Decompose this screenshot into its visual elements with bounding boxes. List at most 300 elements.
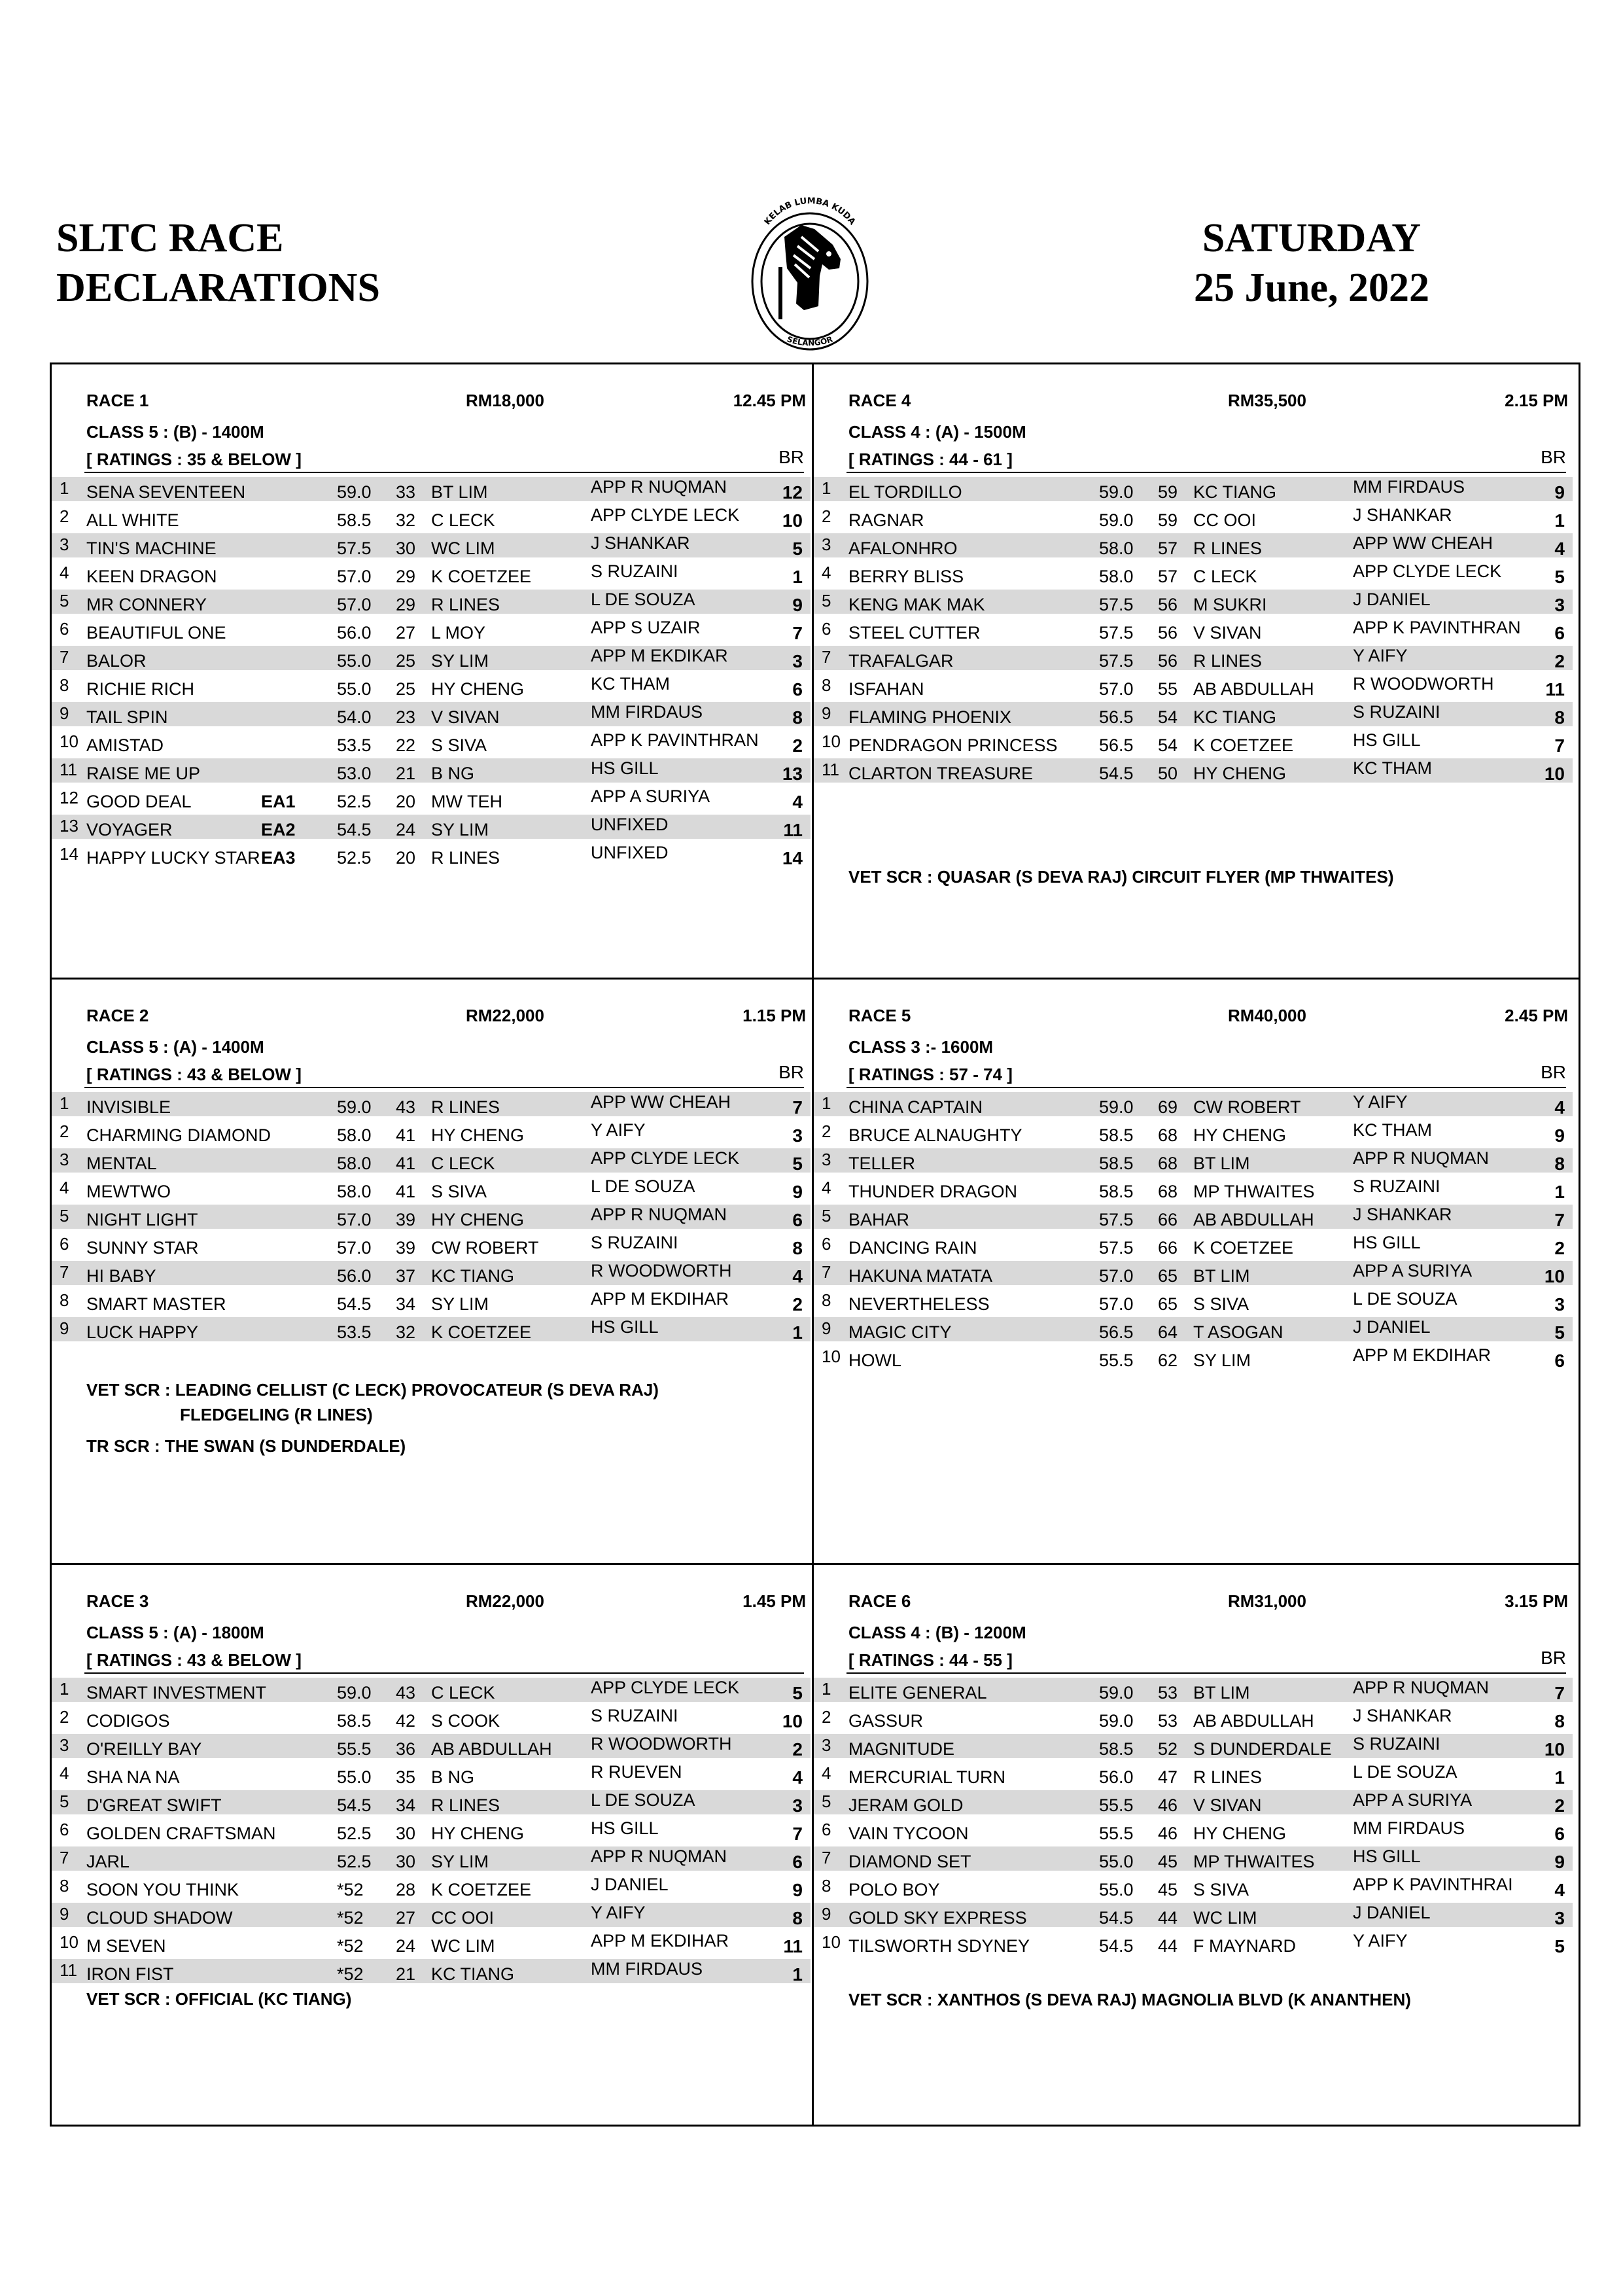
runner-row	[52, 1816, 811, 1844]
runner-no: 4	[60, 563, 69, 582]
runner-name: ELITE GENERAL	[848, 1683, 987, 1703]
runner-no: 2	[60, 506, 69, 526]
runner-row	[814, 1315, 1573, 1343]
runner-row	[814, 1788, 1573, 1816]
runner-no: 1	[822, 1679, 831, 1699]
runner-barrier: 4	[1554, 539, 1565, 559]
runner-trainer: R WOODWORTH	[591, 1734, 732, 1754]
runner-barrier: 2	[792, 1294, 803, 1315]
club-logo	[741, 191, 879, 353]
runner-jockey: L MOY	[431, 623, 486, 643]
race-ratings: [ RATINGS : 57 - 74 ]	[848, 1065, 1013, 1084]
runner-name: MENTAL	[86, 1154, 157, 1173]
runner-trainer: APP K PAVINTHRAN	[591, 730, 759, 750]
runner-name: FLAMING PHOENIX	[848, 707, 1012, 727]
runner-barrier: 3	[1554, 595, 1565, 615]
runner-name: INVISIBLE	[86, 1097, 171, 1117]
runner-rating: 66	[1158, 1210, 1178, 1229]
runner-row	[814, 1872, 1573, 1900]
runner-name: CODIGOS	[86, 1711, 170, 1731]
runner-no: 6	[60, 619, 69, 639]
runner-no: 5	[60, 1206, 69, 1226]
runner-weight: 57.0	[337, 595, 372, 614]
race-time: 1.45 PM	[742, 1591, 806, 1611]
runner-name: JERAM GOLD	[848, 1795, 964, 1815]
runner-name: TELLER	[848, 1154, 916, 1173]
runner-row	[814, 531, 1573, 559]
runner-barrier: 2	[792, 1739, 803, 1759]
runner-barrier: 8	[792, 707, 803, 728]
runner-weight: 56.5	[1099, 707, 1134, 727]
runner-row	[814, 1146, 1573, 1174]
runner-name: GASSUR	[848, 1711, 924, 1731]
runner-name: CLOUD SHADOW	[86, 1908, 233, 1928]
runner-row	[52, 1844, 811, 1872]
runner-weight: 57.5	[1099, 1210, 1134, 1229]
runner-rating: 59	[1158, 510, 1178, 530]
runner-row	[814, 756, 1573, 784]
race-panel	[52, 1565, 811, 2127]
runner-row	[814, 1731, 1573, 1759]
runner-rating: 62	[1158, 1351, 1178, 1370]
runner-trainer: MM FIRDAUS	[591, 1959, 703, 1979]
runner-row	[814, 1759, 1573, 1788]
runner-row	[52, 1089, 811, 1118]
runner-rating: 30	[396, 1852, 416, 1871]
runner-name: VOYAGER	[86, 820, 173, 839]
runner-barrier: 6	[792, 1210, 803, 1230]
runner-trainer: KC THAM	[591, 674, 671, 694]
runner-weight: 57.0	[1099, 679, 1134, 699]
runner-no: 1	[60, 1679, 69, 1699]
runner-rating: 68	[1158, 1182, 1178, 1201]
race-ratings: [ RATINGS : 44 - 55 ]	[848, 1650, 1013, 1670]
header-underline	[84, 1087, 804, 1088]
runner-rating: 53	[1158, 1711, 1178, 1731]
runner-trainer: MM FIRDAUS	[591, 702, 703, 722]
runner-row	[814, 1343, 1573, 1371]
runner-trainer: S RUZAINI	[1353, 702, 1440, 722]
runner-name: TIN'S MACHINE	[86, 539, 217, 558]
runner-trainer: APP M EKDIHAR	[591, 1289, 729, 1309]
runner-no: 3	[822, 535, 831, 554]
runner-barrier: 2	[1554, 1795, 1565, 1816]
scratching-note: VET SCR : XANTHOS (S DEVA RAJ) MAGNOLIA BLVD (K ANANTHEN)	[848, 1990, 1411, 2009]
runner-weight: 58.0	[1099, 567, 1134, 586]
runner-trainer: J SHANKAR	[1353, 1706, 1452, 1725]
runner-jockey: BT LIM	[1193, 1683, 1250, 1703]
runner-name: MEWTWO	[86, 1182, 171, 1201]
runner-list	[814, 1089, 1573, 1371]
barrier-header: BR	[1541, 1062, 1566, 1082]
runner-row	[52, 1759, 811, 1788]
runner-rating: 30	[396, 539, 416, 558]
runner-rating: 25	[396, 679, 416, 699]
runner-name: VAIN TYCOON	[848, 1824, 969, 1843]
runner-weight: 59.0	[337, 1683, 372, 1703]
runner-barrier: 4	[792, 792, 803, 812]
runner-weight: 58.0	[337, 1182, 372, 1201]
runner-trainer: J DANIEL	[591, 1875, 669, 1894]
runner-list	[52, 1675, 811, 1985]
runner-trainer: Y AIFY	[1353, 1092, 1408, 1112]
runner-jockey: R LINES	[431, 595, 500, 614]
runner-jockey: S SIVA	[431, 1182, 487, 1201]
runner-jockey: AB ABDULLAH	[1193, 1711, 1314, 1731]
runner-rating: 54	[1158, 735, 1178, 755]
runner-rating: 57	[1158, 539, 1178, 558]
runner-jockey: CC OOI	[431, 1908, 495, 1928]
race-prize: RM22,000	[466, 1591, 544, 1611]
runner-barrier: 7	[1554, 1210, 1565, 1230]
race-panel	[814, 980, 1573, 1593]
runner-row	[814, 1089, 1573, 1118]
runner-barrier: 9	[792, 1880, 803, 1900]
runner-jockey: C LECK	[1193, 567, 1257, 586]
runner-no: 4	[822, 1178, 831, 1197]
runner-row	[814, 1118, 1573, 1146]
runner-name: BEAUTIFUL ONE	[86, 623, 226, 643]
runner-trainer: R WOODWORTH	[1353, 674, 1494, 694]
runner-no: 8	[60, 1876, 69, 1896]
runner-weight: 54.5	[1099, 764, 1134, 783]
runner-weight: 57.5	[1099, 623, 1134, 643]
runner-jockey: SY LIM	[431, 820, 489, 839]
runner-rating: 64	[1158, 1322, 1178, 1342]
runner-rating: 68	[1158, 1154, 1178, 1173]
race-time: 2.45 PM	[1505, 1006, 1568, 1025]
barrier-header: BR	[778, 1062, 804, 1082]
runner-row	[814, 1258, 1573, 1286]
runner-weight: 57.0	[337, 1210, 372, 1229]
runner-row	[52, 728, 811, 756]
runner-row	[52, 1230, 811, 1258]
runner-barrier: 7	[1554, 1683, 1565, 1703]
runner-no: 1	[60, 1093, 69, 1113]
runner-jockey: KC TIANG	[431, 1964, 515, 1984]
runner-weight: 55.5	[1099, 1351, 1134, 1370]
scratching-note: VET SCR : LEADING CELLIST (C LECK) PROVOCATEUR (S DEVA RAJ)	[86, 1380, 659, 1400]
runner-name: CHARMING DIAMOND	[86, 1125, 271, 1145]
runner-jockey: R LINES	[1193, 651, 1263, 671]
runner-jockey: KC TIANG	[431, 1266, 515, 1286]
runner-no: 7	[822, 647, 831, 667]
runner-rating: 53	[1158, 1683, 1178, 1703]
runner-weight: 59.0	[1099, 482, 1134, 502]
runner-trainer: APP M EKDIKAR	[591, 646, 728, 665]
runner-trainer: L DE SOUZA	[591, 1176, 695, 1196]
runner-trainer: Y AIFY	[591, 1120, 646, 1140]
race-number: RACE 5	[848, 1006, 911, 1025]
runner-row	[814, 1675, 1573, 1703]
runner-weight: 59.0	[1099, 1711, 1134, 1731]
runner-weight: 54.5	[337, 1294, 372, 1314]
runner-no: 10	[822, 732, 841, 751]
runner-weight: 53.0	[337, 764, 372, 783]
runner-row	[52, 1872, 811, 1900]
runner-rating: 69	[1158, 1097, 1178, 1117]
runner-weight: 55.0	[1099, 1852, 1134, 1871]
runner-jockey: V SIVAN	[1193, 623, 1262, 643]
runner-barrier: 9	[1554, 482, 1565, 503]
runner-barrier: 1	[1554, 510, 1565, 531]
runner-trainer: APP CLYDE LECK	[1353, 561, 1502, 581]
runner-jockey: V SIVAN	[1193, 1795, 1262, 1815]
runner-name: BRUCE ALNAUGHTY	[848, 1125, 1022, 1145]
runner-weight: 56.5	[1099, 735, 1134, 755]
runner-weight: *52	[337, 1880, 364, 1899]
runner-jockey: MP THWAITES	[1193, 1852, 1315, 1871]
runner-jockey: KC TIANG	[1193, 707, 1277, 727]
runner-no: 7	[822, 1848, 831, 1867]
runner-no: 10	[60, 1932, 79, 1952]
runner-no: 6	[60, 1234, 69, 1254]
runner-barrier: 9	[1554, 1852, 1565, 1872]
runner-jockey: CW ROBERT	[1193, 1097, 1301, 1117]
runner-rating: 45	[1158, 1852, 1178, 1871]
runner-row	[52, 1900, 811, 1928]
runner-name: STEEL CUTTER	[848, 623, 981, 643]
runner-barrier: 8	[792, 1238, 803, 1258]
runner-barrier: 5	[1554, 1936, 1565, 1956]
runner-barrier: 3	[1554, 1294, 1565, 1315]
runner-name: IRON FIST	[86, 1964, 174, 1984]
runner-barrier: 10	[1544, 1266, 1565, 1286]
runner-jockey: S DUNDERDALE	[1193, 1739, 1332, 1759]
title-line-1: SLTC RACE	[56, 216, 284, 260]
runner-row	[52, 671, 811, 699]
runner-trainer: S RUZAINI	[1353, 1176, 1440, 1196]
runner-no: 9	[822, 703, 831, 723]
runner-rating: 25	[396, 651, 416, 671]
race-class: CLASS 5 : (B) - 1400M	[86, 422, 264, 442]
runner-list	[814, 1675, 1573, 1956]
runner-weight: 55.0	[337, 1767, 372, 1787]
runner-no: 1	[822, 478, 831, 498]
runner-rating: 59	[1158, 482, 1178, 502]
runner-weight: 54.5	[1099, 1908, 1134, 1928]
runner-jockey: M SUKRI	[1193, 595, 1267, 614]
race-prize: RM18,000	[466, 391, 544, 410]
runner-name: RAGNAR	[848, 510, 924, 530]
runner-rating: 57	[1158, 567, 1178, 586]
runner-row	[814, 559, 1573, 587]
runner-no: 8	[60, 675, 69, 695]
scratching-note: VET SCR : OFFICIAL (KC TIANG)	[86, 1989, 352, 2009]
race-number: RACE 4	[848, 391, 911, 410]
runner-rating: 33	[396, 482, 416, 502]
runner-rating: 39	[396, 1238, 416, 1258]
runner-no: 3	[60, 1735, 69, 1755]
runner-barrier: 5	[792, 539, 803, 559]
runner-barrier: 6	[792, 1852, 803, 1872]
runner-name: AFALONHRO	[848, 539, 958, 558]
race-header	[86, 1006, 806, 1032]
race-header	[86, 391, 806, 417]
runner-trainer: APP A SURIYA	[591, 786, 710, 806]
runner-jockey: SY LIM	[1193, 1351, 1251, 1370]
runner-no: 7	[822, 1262, 831, 1282]
runner-name: BAHAR	[848, 1210, 910, 1229]
runner-row	[814, 1928, 1573, 1956]
runner-list	[814, 474, 1573, 784]
race-header	[848, 1591, 1568, 1617]
runner-barrier: 11	[1545, 679, 1565, 699]
runner-rating: 32	[396, 1322, 416, 1342]
runner-weight: 55.5	[337, 1739, 372, 1759]
runner-weight: *52	[337, 1964, 364, 1984]
runner-trainer: HS GILL	[1353, 730, 1421, 750]
runner-row	[52, 1703, 811, 1731]
runner-no: 2	[60, 1707, 69, 1727]
runner-name: ISFAHAN	[848, 679, 924, 699]
runner-row	[814, 1844, 1573, 1872]
runner-trainer: L DE SOUZA	[1353, 1762, 1457, 1782]
runner-trainer: Y AIFY	[1353, 1931, 1408, 1951]
runner-no: 7	[60, 1262, 69, 1282]
runner-weight: 58.0	[337, 1125, 372, 1145]
runner-row	[52, 1174, 811, 1202]
runner-rating: 50	[1158, 764, 1178, 783]
runner-rating: 39	[396, 1210, 416, 1229]
runner-trainer: S RUZAINI	[591, 561, 678, 581]
runner-tag: EA2	[261, 820, 296, 839]
runner-barrier: 11	[783, 1936, 803, 1956]
runner-no: 2	[822, 1122, 831, 1141]
runner-jockey: S SIVA	[1193, 1880, 1249, 1899]
runner-name: LUCK HAPPY	[86, 1322, 199, 1342]
runner-barrier: 4	[1554, 1097, 1565, 1118]
runner-weight: 52.5	[337, 1852, 372, 1871]
runner-no: 11	[60, 760, 77, 779]
runner-barrier: 1	[792, 567, 803, 587]
runner-no: 5	[822, 1206, 831, 1226]
runner-no: 9	[60, 703, 69, 723]
runner-name: MR CONNERY	[86, 595, 207, 614]
race-prize: RM40,000	[1228, 1006, 1306, 1025]
runner-row	[52, 615, 811, 643]
runner-barrier: 3	[792, 651, 803, 671]
barrier-header: BR	[1541, 447, 1566, 467]
runner-rating: 56	[1158, 595, 1178, 614]
runner-trainer: Y AIFY	[1353, 646, 1408, 665]
runner-trainer: UNFIXED	[591, 843, 669, 862]
runner-name: SOON YOU THINK	[86, 1880, 239, 1899]
runner-no: 2	[822, 506, 831, 526]
runner-barrier: 4	[792, 1767, 803, 1788]
runner-row	[52, 1315, 811, 1343]
runner-jockey: HY CHENG	[1193, 1824, 1287, 1843]
runner-trainer: HS GILL	[591, 758, 659, 778]
runner-rating: 68	[1158, 1125, 1178, 1145]
runner-no: 8	[822, 1876, 831, 1896]
runner-name: HOWL	[848, 1351, 901, 1370]
runner-no: 9	[60, 1904, 69, 1924]
runner-jockey: V SIVAN	[431, 707, 500, 727]
runner-jockey: AB ABDULLAH	[1193, 1210, 1314, 1229]
runner-row	[52, 1286, 811, 1315]
runner-rating: 21	[396, 1964, 416, 1984]
runner-jockey: HY CHENG	[431, 679, 525, 699]
runner-weight: 59.0	[1099, 1097, 1134, 1117]
runner-barrier: 9	[792, 1182, 803, 1202]
runner-name: KEEN DRAGON	[86, 567, 217, 586]
runner-rating: 34	[396, 1294, 416, 1314]
runner-no: 4	[822, 1763, 831, 1783]
runner-rating: 20	[396, 792, 416, 811]
runner-jockey: R LINES	[1193, 1767, 1263, 1787]
runner-barrier: 10	[1544, 764, 1565, 784]
runner-no: 3	[60, 535, 69, 554]
runner-no: 8	[60, 1290, 69, 1310]
svg-text:KELAB LUMBA KUDA	[763, 196, 857, 227]
runner-rating: 36	[396, 1739, 416, 1759]
runner-jockey: BT LIM	[1193, 1266, 1250, 1286]
runner-no: 7	[60, 1848, 69, 1867]
runner-jockey: R LINES	[431, 1097, 500, 1117]
runner-trainer: L DE SOUZA	[1353, 1289, 1457, 1309]
runner-rating: 34	[396, 1795, 416, 1815]
runner-rating: 55	[1158, 679, 1178, 699]
runner-row	[814, 474, 1573, 503]
runner-name: MAGNITUDE	[848, 1739, 954, 1759]
runner-no: 6	[822, 1234, 831, 1254]
runner-name: MAGIC CITY	[848, 1322, 952, 1342]
runner-jockey: HY CHENG	[1193, 1125, 1287, 1145]
runner-name: RICHIE RICH	[86, 679, 195, 699]
race-number: RACE 2	[86, 1006, 149, 1025]
runner-row	[814, 1816, 1573, 1844]
runner-jockey: CC OOI	[1193, 510, 1257, 530]
runner-row	[814, 671, 1573, 699]
runner-weight: 54.5	[337, 1795, 372, 1815]
document-title	[56, 213, 380, 313]
runner-trainer: J SHANKAR	[591, 533, 690, 553]
runner-rating: 65	[1158, 1294, 1178, 1314]
runner-name: D'GREAT SWIFT	[86, 1795, 222, 1815]
runner-rating: 28	[396, 1880, 416, 1899]
header-underline	[846, 1672, 1566, 1674]
runner-row	[52, 559, 811, 587]
runner-barrier: 14	[782, 848, 803, 868]
runner-trainer: J SHANKAR	[1353, 1205, 1452, 1224]
runner-jockey: WC LIM	[431, 1936, 495, 1956]
runner-jockey: KC TIANG	[1193, 482, 1277, 502]
runner-weight: 59.0	[337, 482, 372, 502]
race-class: CLASS 4 : (A) - 1500M	[848, 422, 1026, 442]
race-ratings: [ RATINGS : 43 & BELOW ]	[86, 1650, 302, 1670]
runner-jockey: BT LIM	[431, 482, 488, 502]
runner-rating: 56	[1158, 651, 1178, 671]
runner-jockey: C LECK	[431, 1683, 495, 1703]
scratching-note: VET SCR : QUASAR (S DEVA RAJ) CIRCUIT FLYER (MP THWAITES)	[848, 867, 1394, 887]
runner-name: MERCURIAL TURN	[848, 1767, 1006, 1787]
runner-trainer: APP CLYDE LECK	[591, 505, 740, 525]
runner-row	[814, 615, 1573, 643]
runner-rating: 52	[1158, 1739, 1178, 1759]
runner-rating: 22	[396, 735, 416, 755]
runner-name: GOOD DEAL	[86, 792, 192, 811]
runner-row	[52, 1146, 811, 1174]
race-class: CLASS 5 : (A) - 1400M	[86, 1037, 264, 1057]
runner-trainer: S RUZAINI	[591, 1233, 678, 1252]
runner-trainer: APP CLYDE LECK	[591, 1678, 740, 1697]
runner-name: SENA SEVENTEEN	[86, 482, 246, 502]
runner-weight: 58.5	[1099, 1739, 1134, 1759]
runner-rating: 29	[396, 567, 416, 586]
runner-rating: 46	[1158, 1795, 1178, 1815]
runner-name: GOLD SKY EXPRESS	[848, 1908, 1027, 1928]
